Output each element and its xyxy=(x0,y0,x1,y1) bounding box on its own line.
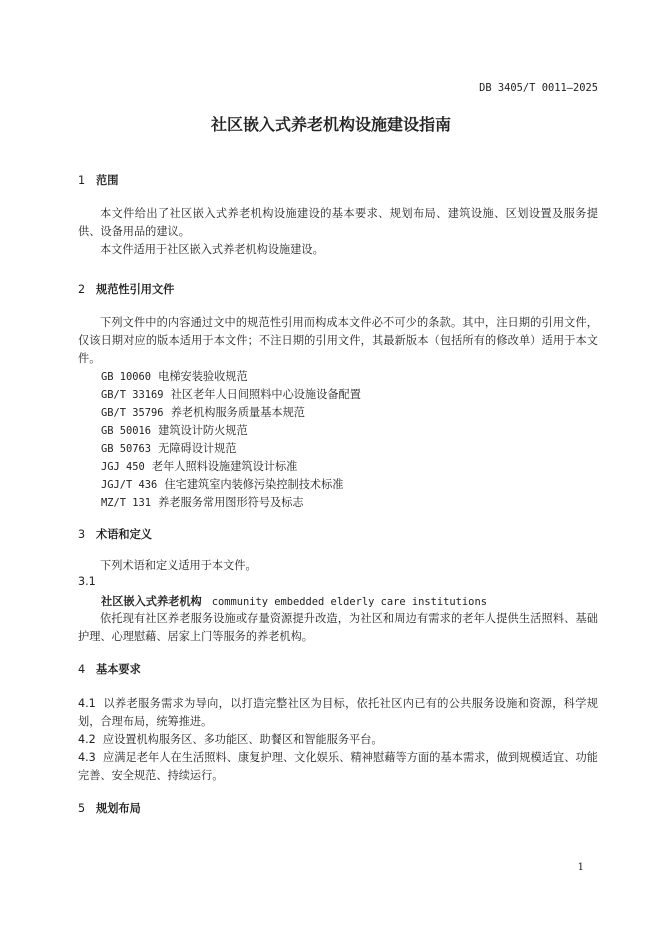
reference-item xyxy=(101,494,304,510)
reference-item xyxy=(101,422,248,438)
section-heading-2 xyxy=(78,281,174,297)
reference-name: 建筑设计防火规范 xyxy=(158,424,248,437)
reference-name: 社区老年人日间照料中心设施设备配置 xyxy=(170,388,361,401)
requirement-number: 4.3 xyxy=(78,751,96,764)
section-title: 规范性引用文件 xyxy=(96,283,175,296)
requirement-number: 4.1 xyxy=(78,697,96,710)
term-english: community embedded elderly care institutions xyxy=(211,596,487,608)
section-heading-1 xyxy=(78,172,118,188)
reference-name: 电梯安装验收规范 xyxy=(158,370,248,383)
reference-name: 养老机构服务质量基本规范 xyxy=(170,406,305,419)
section-number: 3 xyxy=(78,528,86,541)
section-title: 规划布局 xyxy=(96,802,141,815)
reference-code: GB 50016 xyxy=(101,425,152,437)
section-title: 范围 xyxy=(96,174,119,187)
requirement-number: 4.2 xyxy=(78,733,96,746)
terms-intro: 下列术语和定义适用于本文件。 xyxy=(100,559,257,572)
reference-code: GB/T 33169 xyxy=(101,389,164,401)
reference-name: 住宅建筑室内装修污染控制技术标准 xyxy=(164,478,344,491)
section-heading-5 xyxy=(78,800,141,816)
term-number: 3.1 xyxy=(78,575,96,588)
reference-name: 养老服务常用图形符号及标志 xyxy=(158,496,304,509)
reference-item xyxy=(101,476,343,492)
term-definition: 依托现有社区养老服务设施或存量资源提升改造，为社区和周边有需求的老年人提供生活照料、基础护理、心理慰藉、居家上门等服务的养老机构。 xyxy=(78,612,598,643)
requirement-text: 应满足老年人在生活照料、康复护理、文化娱乐、精神慰藉等方面的基本需求，做到规模适宜、功能完善、安全规范、持续运行。 xyxy=(78,751,598,782)
reference-code: GB 50763 xyxy=(101,443,152,455)
document-title: 社区嵌入式养老机构设施建设指南 xyxy=(210,115,451,134)
reference-code: JGJ 450 xyxy=(101,461,145,473)
reference-name: 老年人照料设施建筑设计标准 xyxy=(151,460,298,473)
section-number: 4 xyxy=(78,663,86,676)
reference-item xyxy=(101,440,237,456)
term-chinese: 社区嵌入式养老机构 xyxy=(101,595,202,608)
scope-paragraph-2: 本文件适用于社区嵌入式养老机构设施建设。 xyxy=(100,243,324,256)
reference-item xyxy=(101,368,248,384)
normative-intro: 下列文件中的内容通过文中的规范性引用而构成本文件必不可少的条款。其中，注日期的引用文件，仅该日期对应的版本适用于本文件；不注日期的引用文件，其最新版本（包括所有的修改单）适用于本文件。 xyxy=(78,316,598,365)
section-title: 术语和定义 xyxy=(96,528,152,541)
requirement-item xyxy=(78,731,598,749)
doc-number: DB 3405/T 0011—2025 xyxy=(479,82,598,94)
requirement-item xyxy=(78,695,598,731)
section-number: 5 xyxy=(78,802,86,815)
section-number: 1 xyxy=(78,174,86,187)
requirement-text: 以养老服务需求为导向，以打造完整社区为目标，依托社区内已有的公共服务设施和资源，科学规划，合理布局，统筹推进。 xyxy=(78,697,598,728)
scope-paragraph-1: 本文件给出了社区嵌入式养老机构设施建设的基本要求、规划布局、建筑设施、区划设置及服务提供、设备用品的建议。 xyxy=(78,207,598,238)
reference-code: MZ/T 131 xyxy=(101,497,152,509)
reference-code: JGJ/T 436 xyxy=(101,479,158,491)
section-heading-4 xyxy=(78,661,141,677)
section-heading-3 xyxy=(78,526,152,542)
section-number: 2 xyxy=(78,283,86,296)
requirement-item xyxy=(78,749,598,785)
reference-name: 无障碍设计规范 xyxy=(158,442,237,455)
reference-item xyxy=(101,386,361,402)
reference-code: GB 10060 xyxy=(101,371,152,383)
page-number: 1 xyxy=(577,862,584,873)
requirement-text: 应设置机构服务区、多功能区、助餐区和智能服务平台。 xyxy=(102,733,383,746)
reference-code: GB/T 35796 xyxy=(101,407,164,419)
reference-item xyxy=(101,404,305,420)
term-entry xyxy=(101,593,487,609)
reference-item xyxy=(101,458,297,474)
section-title: 基本要求 xyxy=(96,663,141,676)
